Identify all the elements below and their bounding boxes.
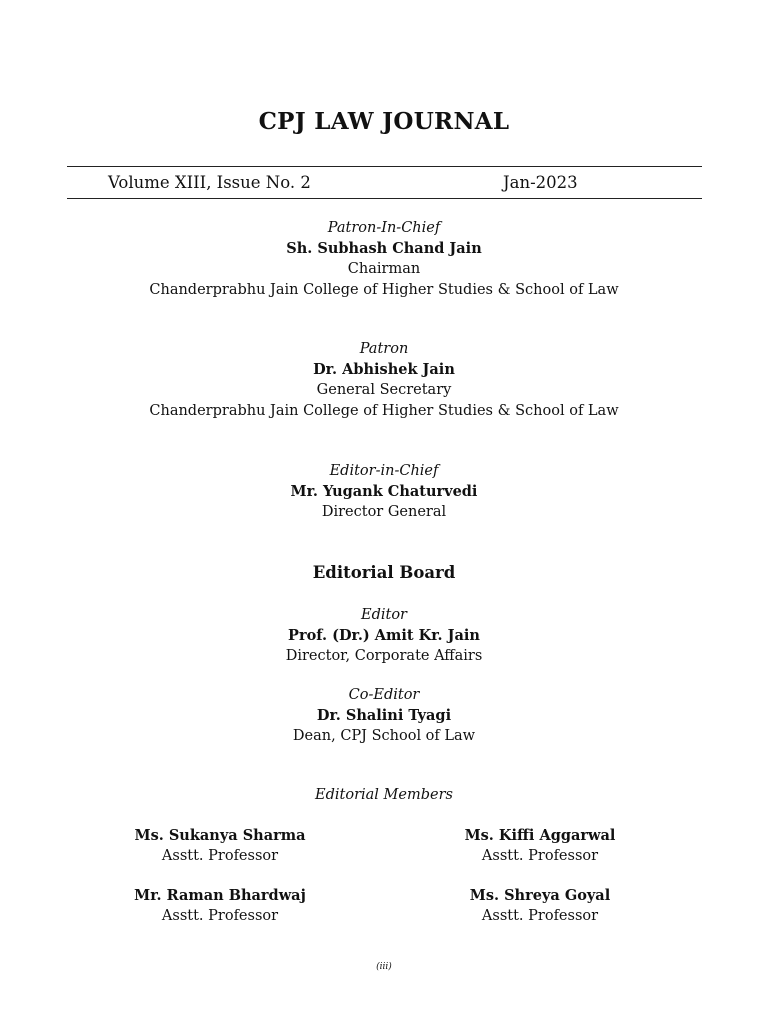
header-top-rule <box>67 166 702 167</box>
co-editor-section <box>0 685 768 747</box>
member-designation: Asstt. Professor <box>481 908 599 924</box>
editor-in-chief-section <box>0 461 768 523</box>
editorial-members-heading: Editorial Members <box>315 787 453 803</box>
editor-in-chief-name: Mr. Yugank Chaturvedi <box>290 482 478 500</box>
patron-in-chief-designation: Chairman <box>347 261 421 277</box>
member-name: Ms. Shreya Goyal <box>469 887 611 904</box>
editor-in-chief-role: Editor-in-Chief <box>329 463 439 479</box>
member-card <box>100 826 340 866</box>
editorial-members-section-header <box>0 785 768 806</box>
member-designation: Asstt. Professor <box>161 908 279 924</box>
member-designation: Asstt. Professor <box>161 848 279 864</box>
editor-designation: Director, Corporate Affairs <box>285 648 483 664</box>
member-name: Ms. Sukanya Sharma <box>134 827 306 844</box>
patron-designation: General Secretary <box>316 382 452 398</box>
co-editor-name: Dr. Shalini Tyagi <box>316 706 452 724</box>
member-card <box>420 826 660 866</box>
member-name: Ms. Kiffi Aggarwal <box>464 827 616 844</box>
patron-in-chief-role: Patron-In-Chief <box>327 220 441 236</box>
co-editor-role: Co-Editor <box>348 687 420 703</box>
editor-role: Editor <box>361 607 407 623</box>
member-name: Mr. Raman Bhardwaj <box>134 887 306 904</box>
member-card <box>420 886 660 926</box>
editorial-board-heading: Editorial Board <box>312 563 456 582</box>
header-bottom-rule <box>67 198 702 199</box>
patron-name: Dr. Abhishek Jain <box>313 360 455 378</box>
member-designation: Asstt. Professor <box>481 848 599 864</box>
patron-in-chief-section <box>0 218 768 300</box>
page-number: (iii) <box>376 962 392 972</box>
journal-title: CPJ LAW JOURNAL <box>258 108 510 135</box>
member-card <box>100 886 340 926</box>
editor-name: Prof. (Dr.) Amit Kr. Jain <box>288 626 480 644</box>
editor-section <box>0 605 768 667</box>
patron-role: Patron <box>359 341 409 357</box>
issue-date: Jan-2023 <box>503 173 578 192</box>
editor-in-chief-designation: Director General <box>321 504 447 520</box>
patron-in-chief-name: Sh. Subhash Chand Jain <box>286 239 482 257</box>
patron-in-chief-institution: Chanderprabhu Jain College of Higher Studies & School of Law <box>149 281 619 298</box>
patron-institution: Chanderprabhu Jain College of Higher Studies & School of Law <box>149 402 619 419</box>
patron-section <box>0 339 768 421</box>
volume-issue-label: Volume XIII, Issue No. 2 <box>108 173 311 192</box>
co-editor-designation: Dean, CPJ School of Law <box>292 728 476 744</box>
